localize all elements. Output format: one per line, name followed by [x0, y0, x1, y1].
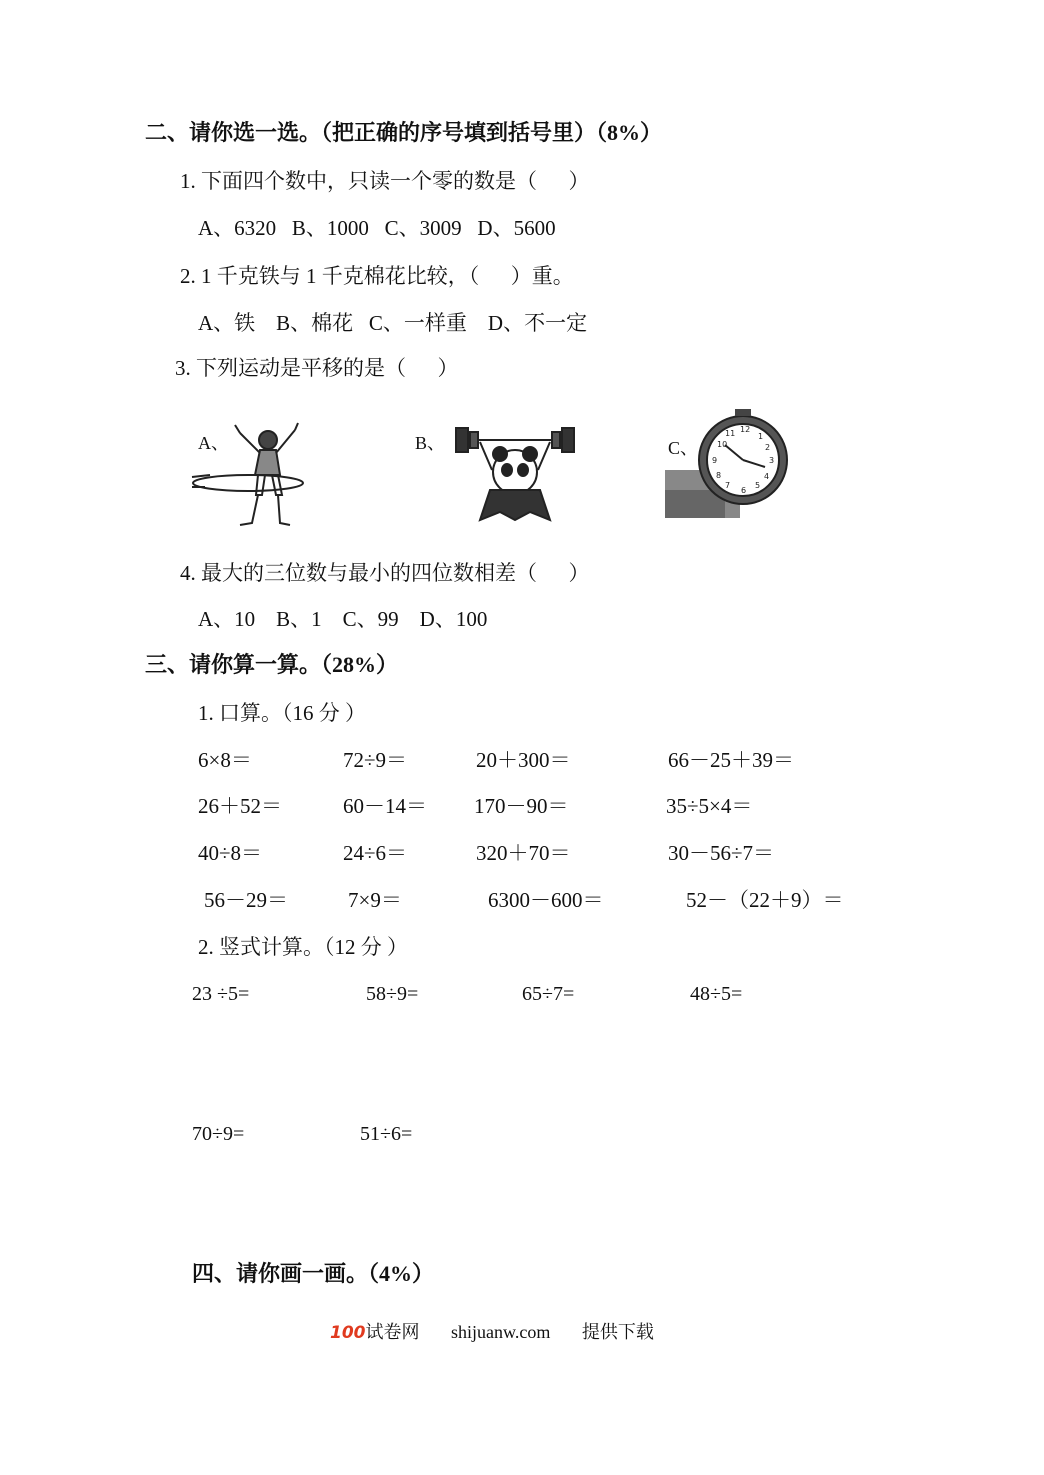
question-4-text: 4. 最大的三位数与最小的四位数相差（ ）: [180, 561, 590, 585]
oral-problem: 56－29＝: [204, 888, 288, 912]
site-url: shijuanw.com: [451, 1322, 551, 1342]
svg-text:12: 12: [740, 425, 751, 434]
svg-text:4: 4: [764, 472, 770, 481]
oral-problem: 26＋52＝: [198, 794, 282, 818]
question-1-options: A、6320 B、1000 C、3009 D、5600: [198, 216, 556, 240]
svg-text:8: 8: [716, 471, 722, 480]
svg-text:3: 3: [769, 456, 775, 465]
question-3-text: 3. 下列运动是平移的是（ ）: [175, 356, 459, 380]
oral-problem: 6300－600＝: [488, 888, 604, 912]
oral-problem: 40÷8＝: [198, 841, 263, 865]
oral-problem: 20＋300＝: [476, 748, 571, 772]
question-1-text: 1. 下面四个数中，只读一个零的数是（ ）: [180, 169, 590, 193]
question-2-options: A、铁 B、棉花 C、一样重 D、不一定: [198, 311, 588, 335]
oral-problem: 24÷6＝: [343, 841, 408, 865]
oral-problem: 72÷9＝: [343, 748, 408, 772]
svg-text:7: 7: [725, 481, 731, 490]
section-2-heading: 二、请你选一选。（把正确的序号填到括号里）（8%）: [145, 120, 663, 145]
question-2-text: 2. 1 千克铁与 1 千克棉花比较，（ ）重。: [180, 264, 574, 288]
option-a-label: A、: [198, 433, 229, 453]
oral-problem: 6×8＝: [198, 748, 252, 772]
svg-text:11: 11: [725, 429, 736, 438]
oral-problem: 52－（22＋9）＝: [686, 888, 844, 912]
site-logo: 100: [330, 1323, 366, 1343]
oral-problem: 35÷5×4＝: [666, 794, 753, 818]
svg-text:6: 6: [741, 486, 747, 495]
vertical-problem: 58÷9=: [366, 983, 419, 1005]
vertical-problem: 48÷5=: [690, 983, 743, 1005]
section-3-heading: 三、请你算一算。（28%）: [145, 652, 399, 677]
panda-weightlifter-image: [450, 420, 580, 525]
vertical-calc-title: 2. 竖式计算。（12 分 ）: [198, 935, 408, 959]
svg-text:10: 10: [717, 440, 728, 449]
vertical-problem: 65÷7=: [522, 983, 575, 1005]
option-c-label: C、: [668, 438, 699, 458]
oral-problem: 66－25＋39＝: [668, 748, 794, 772]
site-name: 试卷网: [365, 1322, 420, 1342]
oral-calc-title: 1. 口算。（16 分 ）: [198, 701, 366, 725]
oral-problem: 170－90＝: [474, 794, 569, 818]
vertical-problem: 23 ÷5=: [192, 983, 250, 1005]
oral-problem: 30－56÷7＝: [668, 841, 775, 865]
alarm-clock-image: [665, 405, 790, 520]
oral-problem: 320＋70＝: [476, 841, 571, 865]
download-note: 提供下载: [581, 1322, 654, 1342]
vertical-problem: 51÷6=: [360, 1123, 413, 1145]
question-4-options: A、10 B、1 C、99 D、100: [198, 607, 488, 631]
option-b-label: B、: [415, 433, 446, 453]
svg-text:9: 9: [712, 456, 718, 465]
svg-text:1: 1: [758, 432, 764, 441]
footer: [330, 1318, 654, 1344]
vertical-problem: 70÷9=: [192, 1123, 245, 1145]
oral-problem: 7×9＝: [348, 888, 402, 912]
svg-text:2: 2: [765, 443, 771, 452]
hula-hoop-girl-image: [190, 415, 320, 535]
section-4-heading: 四、请你画一画。（4%）: [192, 1261, 435, 1286]
svg-text:5: 5: [755, 481, 761, 490]
oral-problem: 60－14＝: [343, 794, 427, 818]
